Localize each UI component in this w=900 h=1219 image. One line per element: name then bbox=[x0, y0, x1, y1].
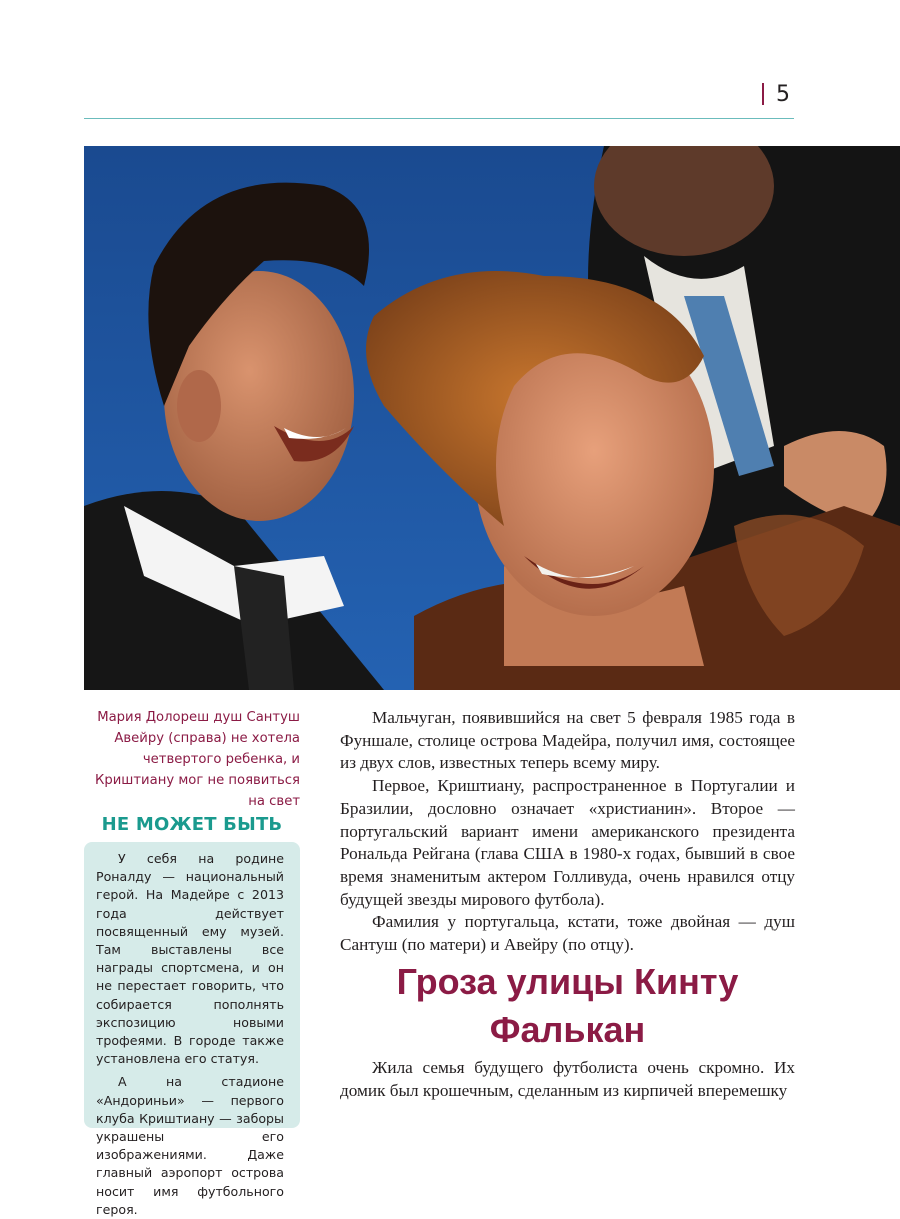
header-rule bbox=[84, 118, 794, 119]
article-paragraph: Первое, Криштиану, распространенное в Португалии и Бразилии, дословно означает «христианин». Второе — португальский вариант имени американского президента Рональда Рейгана (глава США в 1980-х годах, бывший в свое время знаменитым актером Голливуда, очень нравился отцу будущей звезды мирового футбола). bbox=[340, 776, 795, 909]
article-body-continued bbox=[340, 1057, 795, 1102]
article-paragraph: Фамилия у португальца, кстати, тоже двойная — душ Сантуш (по матери) и Авейру (по отцу). bbox=[340, 912, 795, 955]
photo-caption: Мария Долореш душ Сантуш Авейру (справа) не хотела четвертого ребенка, и Криштиану мог не появиться на свет bbox=[95, 710, 300, 809]
photo-illustration bbox=[84, 146, 900, 690]
photo bbox=[84, 146, 900, 690]
page-number-divider bbox=[762, 83, 764, 105]
sidebar-title: НЕ МОЖЕТ БЫТЬ bbox=[101, 814, 283, 835]
sidebar-paragraph: А на стадионе «Андориньи» — первого клуба Криштиану — заборы украшены его изображениями. Даже главный аэропорт острова носит имя футбольного героя. bbox=[96, 1074, 284, 1217]
article-paragraph: Мальчуган, появившийся на свет 5 февраля 1985 года в Фуншале, столице острова Мадейра, получил имя, состоящее из двух слов, известных теперь всему миру. bbox=[340, 708, 795, 773]
sidebar-paragraph: У себя на родине Роналду — национальный герой. На Мадейре с 2013 года действует посвященный ему музей. Там выставлены все награды спортсмена, и он не перестает говорить, что собирается пополнять экспозицию новыми трофеями. В городе также установлена его статуя. bbox=[96, 851, 284, 1067]
page-number-block bbox=[762, 80, 790, 108]
sidebar-box bbox=[84, 842, 300, 1217]
section-heading: Гроза улицы Кинту Фалькан bbox=[396, 961, 739, 1050]
article-paragraph: Жила семья будущего футболиста очень скромно. Их домик был крошечным, сделанным из кирпичей вперемешку bbox=[340, 1058, 795, 1100]
page-number: 5 bbox=[776, 81, 790, 107]
article-body bbox=[340, 707, 795, 957]
